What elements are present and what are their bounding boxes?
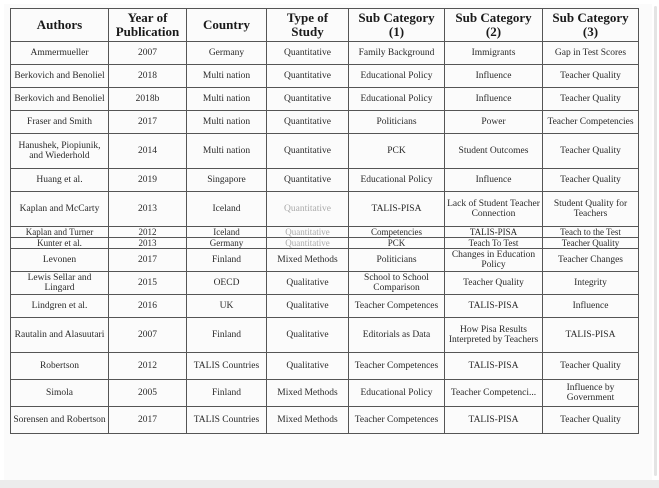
cell-authors: Lewis Sellar and Lingard [11,272,109,295]
cell-year: 2015 [109,272,187,295]
cell-country: Finland [187,249,267,272]
cell-subcat-3: Teacher Quality [543,134,639,169]
cell-subcat-1: PCK [349,134,445,169]
cell-year: 2016 [109,295,187,318]
cell-subcat-1: Editorials as Data [349,318,445,353]
cell-type: Qualitative [267,295,349,318]
cell-year: 2013 [109,192,187,227]
cell-country: Germany [187,238,267,249]
cell-country: Finland [187,380,267,407]
cell-subcat-1: School to School Comparison [349,272,445,295]
cell-subcat-2: Influence [445,65,543,88]
cell-subcat-3: TALIS-PISA [543,318,639,353]
cell-authors: Levonen [11,249,109,272]
cell-country: Finland [187,318,267,353]
table-row [11,238,639,249]
cell-country: TALIS Countries [187,353,267,380]
cell-subcat-2: Power [445,111,543,134]
literature-table [10,8,639,434]
cell-year: 2017 [109,111,187,134]
cell-subcat-3: Integrity [543,272,639,295]
cell-authors: Lindgren et al. [11,295,109,318]
cell-subcat-2: Influence [445,88,543,111]
cell-subcat-1: Teacher Competences [349,353,445,380]
table-row [11,65,639,88]
cell-subcat-3: Teacher Changes [543,249,639,272]
cell-year: 2014 [109,134,187,169]
table-row [11,318,639,353]
cell-type: Qualitative [267,318,349,353]
cell-subcat-2: Teacher Quality [445,272,543,295]
cell-authors: Simola [11,380,109,407]
cell-authors: Sorensen and Robertson [11,407,109,434]
cell-subcat-2: TALIS-PISA [445,407,543,434]
header-type: Type of Study [267,9,349,42]
cell-type: Quantitative [267,42,349,65]
table-row [11,227,639,238]
cell-authors: Kaplan and McCarty [11,192,109,227]
cell-type: Quantitative [267,134,349,169]
cell-type: Quantitative [267,238,349,249]
cell-authors: Berkovich and Benoliel [11,65,109,88]
cell-country: TALIS Countries [187,407,267,434]
header-country: Country [187,9,267,42]
table-row [11,407,639,434]
cell-subcat-2: Immigrants [445,42,543,65]
table-row [11,353,639,380]
cell-subcat-1: PCK [349,238,445,249]
cell-country: Multi nation [187,111,267,134]
cell-authors: Hanushek, Piopiunik, and Wiederhold [11,134,109,169]
vertical-scrollbar[interactable] [654,6,657,476]
cell-type: Mixed Methods [267,380,349,407]
header-authors: Authors [11,9,109,42]
header-row [11,9,639,42]
cell-type: Quantitative [267,192,349,227]
cell-type: Qualitative [267,353,349,380]
table-row [11,111,639,134]
cell-year: 2017 [109,249,187,272]
table-row [11,88,639,111]
cell-authors: Berkovich and Benoliel [11,88,109,111]
cell-country: Iceland [187,192,267,227]
cell-subcat-1: Politicians [349,111,445,134]
cell-subcat-3: Teacher Quality [543,65,639,88]
cell-authors: Fraser and Smith [11,111,109,134]
cell-year: 2007 [109,318,187,353]
cell-type: Quantitative [267,111,349,134]
cell-year: 2012 [109,227,187,238]
cell-authors: Huang et al. [11,169,109,192]
cell-subcat-1: Educational Policy [349,88,445,111]
cell-subcat-3: Teacher Quality [543,88,639,111]
table-row [11,169,639,192]
cell-authors: Rautalin and Alasuutari [11,318,109,353]
cell-subcat-2: Teacher Competenci... [445,380,543,407]
cell-subcat-3: Influence [543,295,639,318]
cell-type: Mixed Methods [267,407,349,434]
cell-subcat-1: Teacher Competences [349,295,445,318]
cell-year: 2005 [109,380,187,407]
cell-type: Mixed Methods [267,249,349,272]
cell-subcat-3: Student Quality for Teachers [543,192,639,227]
cell-subcat-2: TALIS-PISA [445,227,543,238]
table-row [11,380,639,407]
cell-subcat-1: Politicians [349,249,445,272]
cell-year: 2019 [109,169,187,192]
cell-subcat-2: Lack of Student Teacher Connection [445,192,543,227]
cell-authors: Robertson [11,353,109,380]
cell-authors: Kunter et al. [11,238,109,249]
cell-subcat-3: Teach to the Test [543,227,639,238]
cell-country: UK [187,295,267,318]
cell-country: Multi nation [187,65,267,88]
cell-subcat-3: Teacher Quality [543,169,639,192]
cell-subcat-3: Teacher Quality [543,238,639,249]
cell-subcat-2: TALIS-PISA [445,295,543,318]
cell-type: Quantitative [267,169,349,192]
cell-year: 2018b [109,88,187,111]
table-row [11,272,639,295]
cell-year: 2012 [109,353,187,380]
cell-country: Singapore [187,169,267,192]
header-year: Year of Publication [109,9,187,42]
cell-subcat-2: Teach To Test [445,238,543,249]
table-row [11,249,639,272]
cell-year: 2018 [109,65,187,88]
cell-subcat-2: TALIS-PISA [445,353,543,380]
cell-authors: Kaplan and Turner [11,227,109,238]
cell-country: Multi nation [187,88,267,111]
cell-year: 2013 [109,238,187,249]
cell-country: Germany [187,42,267,65]
cell-subcat-3: Teacher Quality [543,407,639,434]
header-subcat-2: Sub Category (2) [445,9,543,42]
cell-type: Qualitative [267,272,349,295]
cell-year: 2007 [109,42,187,65]
cell-subcat-1: Educational Policy [349,169,445,192]
cell-year: 2017 [109,407,187,434]
cell-subcat-1: Teacher Competences [349,407,445,434]
table-row [11,192,639,227]
cell-subcat-1: TALIS-PISA [349,192,445,227]
cell-country: OECD [187,272,267,295]
table-row [11,295,639,318]
cell-type: Quantitative [267,65,349,88]
header-subcat-3: Sub Category (3) [543,9,639,42]
cell-subcat-3: Teacher Competencies [543,111,639,134]
cell-subcat-1: Competencies [349,227,445,238]
cell-subcat-2: Changes in Education Policy [445,249,543,272]
cell-subcat-3: Gap in Test Scores [543,42,639,65]
cell-subcat-2: Student Outcomes [445,134,543,169]
cell-subcat-2: How Pisa Results Interpreted by Teachers [445,318,543,353]
cell-subcat-3: Teacher Quality [543,353,639,380]
cell-type: Quantitative [267,88,349,111]
cell-subcat-3: Influence by Government [543,380,639,407]
table-row [11,134,639,169]
cell-country: Multi nation [187,134,267,169]
cell-authors: Ammermueller [11,42,109,65]
cell-subcat-1: Educational Policy [349,65,445,88]
header-subcat-1: Sub Category (1) [349,9,445,42]
table-row [11,42,639,65]
cell-subcat-1: Family Background [349,42,445,65]
cell-type: Quantitative [267,227,349,238]
cell-country: Iceland [187,227,267,238]
cell-subcat-2: Influence [445,169,543,192]
document-page [4,4,652,480]
cell-subcat-1: Educational Policy [349,380,445,407]
bottom-edge [0,480,659,488]
